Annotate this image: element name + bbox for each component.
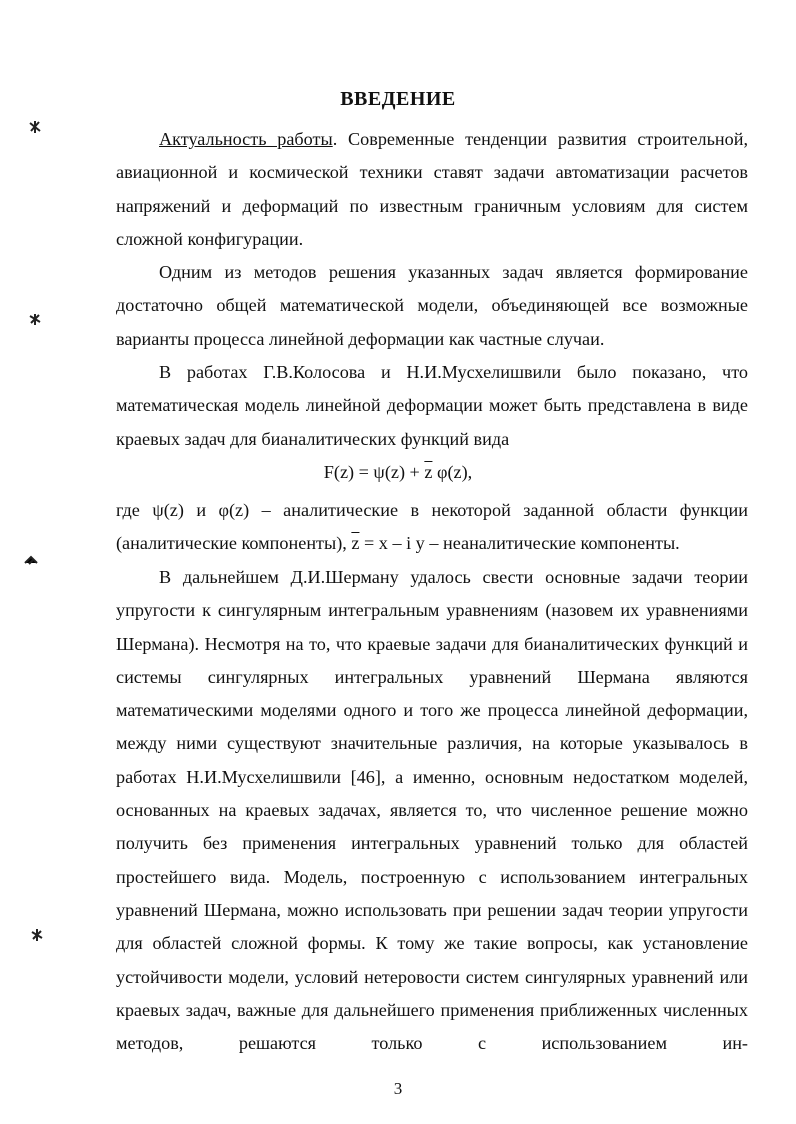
scan-mark-icon	[28, 120, 42, 134]
zbar-symbol: $\overline{z}$	[351, 533, 360, 554]
scan-mark-icon	[28, 312, 42, 326]
scan-mark-icon	[30, 928, 44, 942]
formula	[0, 462, 796, 483]
paragraph-text: . Современные тенденции развития строительной, авиационной и космической техники ставят задачи автоматизации расчетов напряжений и деформаций по известным граничным условиям для систем сложной конфигурации.	[116, 129, 748, 249]
paragraph-relevance	[116, 123, 748, 256]
section-title: ВВЕДЕНИЕ	[340, 88, 456, 110]
paragraph-text: = x – i y – неаналитические компоненты.	[359, 533, 680, 554]
paragraph-text: где ψ(z) и φ(z) – аналитические в некоторой заданной области функции (аналитические компоненты),	[116, 500, 748, 554]
paragraph-components	[116, 494, 748, 561]
page-number: 3	[393, 1079, 403, 1098]
paragraph-sherman: В дальнейшем Д.И.Шерману удалось свести основные задачи теории упругости к сингулярным интегральным уравнениям (назовем их уравнениями Шермана). Несмотря на то, что краевые задачи для бианалитических функций и системы сингулярных интегральных уравнений Шермана являются математическими моделями одного и того же процесса линейной деформации, между ними существуют значительные различия, на которые указывалось в работах Н.И.Мусхелишвили [46], а именно, основным недостатком моделей, основанных на краевых задачах, является то, что численное решение можно получить без применения интегральных уравнений только для областей простейшего вида. Модель, построенную с использованием интегральных уравнений Шермана, можно использовать при решении задач теории упругости для областей сложной формы. К тому же такие вопросы, как установление устойчивости модели, условий нетеровости систем сингулярных уравнений или краевых задач, важные для дальнейшего применения приближенных численных методов, решаются только с использованием ин-	[116, 567, 748, 1054]
formula-zbar: $\overline{z}$	[424, 462, 433, 482]
paragraph-method: Одним из методов решения указанных задач является формирование достаточно общей математической модели, объединяющей все возможные варианты процесса линейной деформации как частные случаи.	[116, 262, 748, 349]
formula-right: φ(z),	[432, 462, 473, 482]
scan-mark-icon	[24, 554, 38, 568]
formula-left: F(z) = ψ(z) +	[323, 462, 425, 482]
relevance-heading: Актуальность работы	[159, 129, 333, 149]
paragraph-kolosov: В работах Г.В.Колосова и Н.И.Мусхелишвили было показано, что математическая модель линейной деформации может быть представлена в виде краевых задач для бианалитических функций вида	[116, 362, 748, 449]
